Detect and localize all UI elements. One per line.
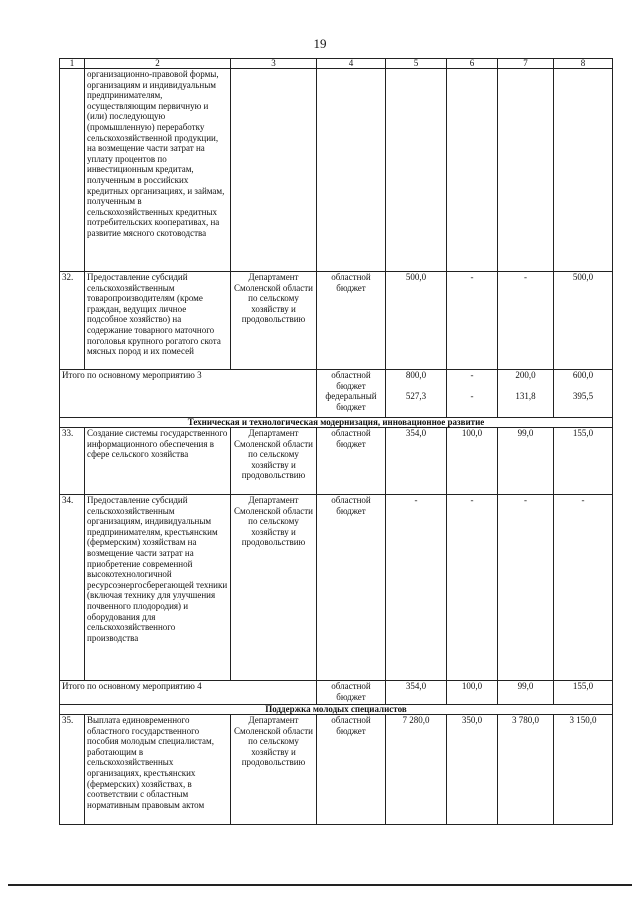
total-label: Итого по основному мероприятию 4 — [60, 681, 317, 705]
amount-year2: 3 780,0 — [498, 715, 554, 825]
amount-year1: - — [470, 370, 474, 380]
column-number: 1 — [60, 59, 85, 69]
section-heading-row — [60, 705, 613, 715]
row-number: 32. — [60, 272, 85, 370]
funding-source: областной бюджет — [317, 681, 386, 705]
program-table — [59, 58, 613, 825]
funding-sources — [317, 370, 386, 418]
amount-year1: 350,0 — [447, 715, 498, 825]
funding-source: областной бюджет — [317, 495, 386, 681]
footer-divider — [8, 884, 632, 886]
amount-total: 7 280,0 — [386, 715, 447, 825]
amount-year2: 200,0 — [515, 370, 536, 380]
row-number: 34. — [60, 495, 85, 681]
column-number: 7 — [498, 59, 554, 69]
column-number: 2 — [85, 59, 231, 69]
amount-year3: 3 150,0 — [554, 715, 613, 825]
amount-year2: 99,0 — [498, 681, 554, 705]
column-number: 6 — [447, 59, 498, 69]
funding-source-regional: областной бюджет — [331, 370, 371, 391]
measure-description: Создание системы государственного информационного обеспечения в сфере сельского хозяйства — [85, 428, 231, 495]
executor: Департамент Смоленской области по сельскому хозяйству и продовольствию — [231, 272, 317, 370]
amount-year2: - — [498, 495, 554, 681]
amount-year3: - — [554, 495, 613, 681]
total-label: Итого по основному мероприятию 3 — [60, 370, 317, 418]
amount-year1: - — [470, 391, 474, 401]
measure-description: Выплата единовременного областного государственного пособия молодым специалистам, работающим в сельскохозяйственных организациях, крестьянских (фермерских) хозяйствах, в соответствии с областным нормативным правовым актом — [85, 715, 231, 825]
column-number-row — [60, 59, 613, 69]
amount-year3: 395,5 — [572, 391, 594, 401]
amount-total: 800,0 — [405, 370, 427, 380]
amount-year3: 155,0 — [554, 681, 613, 705]
table-row-32 — [60, 272, 613, 370]
column-number: 3 — [231, 59, 317, 69]
amount-year3: 500,0 — [554, 272, 613, 370]
measure-description: Предоставление субсидий сельскохозяйственным организациям, индивидуальным предпринимателям, крестьянским (фермерским) хозяйствам на возмещение части затрат на приобретение современной высокотехнологичной ресурсоэнергосберегающей техники (включая технику для улучшения почвенного плодородия) и оборудования для сельскохозяйственного производства — [85, 495, 231, 681]
amount-total: 527,3 — [405, 391, 427, 401]
amount-year1: - — [447, 495, 498, 681]
page-number: 19 — [313, 36, 327, 51]
section-heading: Техническая и технологическая модернизация, инновационное развитие — [60, 418, 613, 428]
row-number: 33. — [60, 428, 85, 495]
amount-year3: 600,0 — [572, 370, 594, 380]
amount-total: 500,0 — [386, 272, 447, 370]
total-row-4 — [60, 681, 613, 705]
table-row-35 — [60, 715, 613, 825]
column-number: 5 — [386, 59, 447, 69]
amount-year3: 155,0 — [554, 428, 613, 495]
column-number: 8 — [554, 59, 613, 69]
amount-year2: 99,0 — [498, 428, 554, 495]
measure-description: Предоставление субсидий сельскохозяйственным товаропроизводителям (кроме граждан, ведущих личное подсобное хозяйство) на содержание товарного маточного поголовья крупного рогатого скота мясных пород и их помесей — [85, 272, 231, 370]
amount-year1: 100,0 — [447, 681, 498, 705]
table-row-continuation — [60, 69, 613, 272]
column-number: 4 — [317, 59, 386, 69]
executor: Департамент Смоленской области по сельскому хозяйству и продовольствию — [231, 715, 317, 825]
row-number: 35. — [60, 715, 85, 825]
section-heading-row — [60, 418, 613, 428]
measure-description: организационно-правовой формы, организациям и индивидуальным предпринимателям, осуществляющим первичную и (или) последующую (промышленную) переработку сельскохозяйственной продукции, на возмещение части затрат на уплату процентов по инвестиционным кредитам, полученным в российских кредитных организациях, и займам, полученным в сельскохозяйственных кредитных потребительских кооперативах, на развитие мясного скотоводства — [85, 69, 231, 272]
total-row-3 — [60, 370, 613, 418]
section-heading: Поддержка молодых специалистов — [60, 705, 613, 715]
funding-source: областной бюджет — [317, 428, 386, 495]
executor: Департамент Смоленской области по сельскому хозяйству и продовольствию — [231, 495, 317, 681]
table-row-33 — [60, 428, 613, 495]
amount-total: - — [386, 495, 447, 681]
table-row-34 — [60, 495, 613, 681]
amount-total: 354,0 — [386, 681, 447, 705]
amount-year1: - — [447, 272, 498, 370]
executor: Департамент Смоленской области по сельскому хозяйству и продовольствию — [231, 428, 317, 495]
amount-year2: 131,8 — [515, 391, 536, 401]
funding-source: областной бюджет — [317, 272, 386, 370]
amount-year1: 100,0 — [447, 428, 498, 495]
funding-source-federal: федеральный бюджет — [325, 391, 377, 412]
funding-source: областной бюджет — [317, 715, 386, 825]
amount-year2: - — [498, 272, 554, 370]
amount-total: 354,0 — [386, 428, 447, 495]
